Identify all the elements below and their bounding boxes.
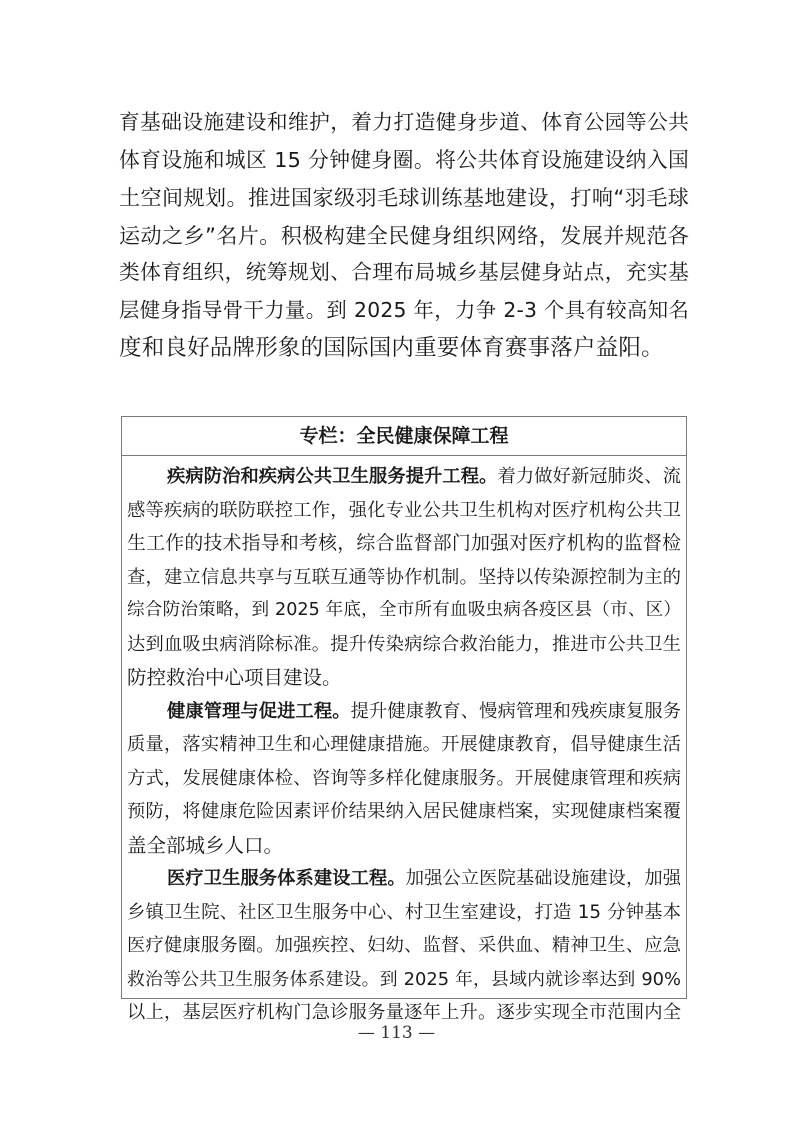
section-disease-prevention	[127, 460, 681, 695]
section-first-line	[127, 460, 681, 494]
section-line: 方式，发展健康体检、咨询等多样化健康服务。开展健康管理和疾病	[127, 767, 681, 789]
section-line: 防控救治中心项目建设。	[127, 666, 342, 689]
section-line: 达到血吸虫病消除标准。提升传染病综合救治能力，推进市公共卫生	[127, 633, 681, 655]
section-text: 提升健康教育、慢病管理和残疾康复服务	[350, 700, 682, 722]
intro-paragraph	[119, 104, 689, 367]
section-line: 以上，基层医疗机构门急诊服务量逐年上升。逐步实现全市范围内全	[127, 1002, 681, 1023]
section-first-line	[127, 862, 681, 896]
section-medical-service-system	[127, 862, 681, 1030]
column-box	[121, 416, 687, 1023]
section-first-line	[127, 695, 681, 729]
section-text: 加强公立医院基础设施建设，加强	[405, 868, 682, 889]
paragraph-line: 育基础设施建设和维护，着力打造健身步道、体育公园等公共	[119, 110, 689, 134]
paragraph-line: 体育设施和城区 15 分钟健身圈。将公共体育设施建设纳入国	[119, 147, 689, 172]
section-line: 感等疾病的联防联控工作，强化专业公共卫生机构对医疗机构公共卫	[127, 499, 681, 521]
section-line: 质量，落实精神卫生和心理健康措施。开展健康教育，倡导健康生活	[127, 734, 681, 755]
column-box-title: 专栏：全民健康保障工程	[122, 417, 686, 456]
paragraph-line: 类体育组织，统筹规划、合理布局城乡基层健身站点，充实基	[119, 260, 689, 285]
section-line: 预防，将健康危险因素评价结果纳入居民健康档案，实现健康档案覆	[127, 801, 681, 822]
section-line: 盖全部城乡人口。	[127, 833, 284, 857]
column-box-body	[122, 456, 686, 1030]
section-line: 救治等公共卫生服务体系建设。到 2025 年，县域内就诊率达到 90%	[127, 968, 681, 990]
section-heading: 健康管理与促进工程。	[167, 700, 351, 722]
section-line: 乡镇卫生院、社区卫生服务中心、村卫生室建设，打造 15 分钟基本	[127, 901, 681, 923]
section-line: 医疗健康服务圈。加强疾控、妇幼、监督、采供血、精神卫生、应急	[127, 935, 681, 956]
section-line: 生工作的技术指导和考核，综合监督部门加强对医疗机构的监督检	[127, 532, 681, 554]
section-heading: 医疗卫生服务体系建设工程。	[167, 868, 406, 889]
paragraph-line: 层健身指导骨干力量。到 2025 年，力争 2-3 个具有较高知名	[119, 297, 689, 322]
section-health-management	[127, 695, 681, 863]
page-number: — 113 —	[357, 1023, 436, 1043]
section-line: 查，建立信息共享与互联互通等协作机制。坚持以传染源控制为主的	[127, 566, 681, 588]
paragraph-line: 度和良好品牌形象的国际国内重要体育赛事落户益阳。	[119, 334, 664, 361]
section-text: 着力做好新冠肺炎、流	[497, 466, 682, 487]
paragraph-line: 土空间规划。推进国家级羽毛球训练基地建设，打响“羽毛球	[119, 185, 689, 211]
section-heading: 疾病防治和疾病公共卫生服务提升工程。	[167, 466, 498, 487]
section-line: 综合防治策略，到 2025 年底，全市所有血吸虫病各疫区县（市、区）	[127, 600, 681, 620]
paragraph-line: 运动之乡”名片。积极构建全民健身组织网络，发展并规范各	[119, 222, 689, 248]
